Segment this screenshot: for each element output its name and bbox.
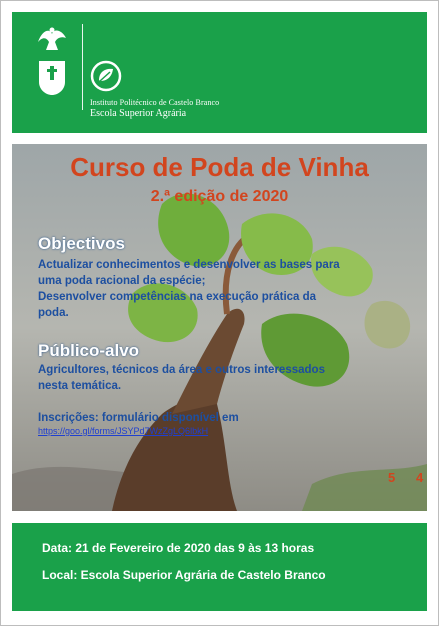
page-mark-right: 4 bbox=[416, 470, 424, 485]
shield-logo-icon bbox=[38, 60, 66, 96]
agraria-leaf-logo-icon bbox=[90, 60, 122, 92]
school-name: Escola Superior Agrária bbox=[90, 108, 187, 119]
course-edition: 2.ª edição de 2020 bbox=[150, 188, 289, 205]
event-location: Local: Escola Superior Agrária de Castelo Branco bbox=[42, 568, 326, 582]
registration-label: Inscrições: formulário disponível em bbox=[38, 412, 239, 424]
objectives-line-2: uma poda racional da espécie; bbox=[38, 275, 206, 287]
event-date: Data: 21 de Fevereiro de 2020 das 9 às 13 horas bbox=[42, 541, 315, 555]
objectives-heading: Objectivos bbox=[38, 234, 125, 253]
vine-photo-panel bbox=[12, 144, 427, 511]
institution-name: Instituto Politécnico de Castelo Branco bbox=[90, 98, 220, 107]
registration-link[interactable]: https://goo.gl/forms/JSYPd7WzZgLQ6lbkH bbox=[38, 426, 209, 436]
phoenix-crest-icon bbox=[34, 24, 70, 54]
footer-banner bbox=[12, 523, 427, 611]
course-title: Curso de Poda de Vinha bbox=[70, 152, 369, 182]
header-banner bbox=[12, 12, 427, 133]
objectives-line-4: poda. bbox=[38, 307, 69, 319]
audience-line-2: nesta temática. bbox=[38, 380, 122, 392]
logo-divider bbox=[82, 24, 83, 110]
objectives-line-3: Desenvolver competências na execução prática da bbox=[38, 291, 317, 303]
page-mark-left: 5 bbox=[388, 470, 396, 485]
audience-line-1: Agricultores, técnicos da área e outros interessados bbox=[38, 364, 325, 376]
audience-heading: Público-alvo bbox=[38, 341, 140, 360]
objectives-line-1: Actualizar conhecimentos e desenvolver as bases para bbox=[38, 259, 340, 271]
